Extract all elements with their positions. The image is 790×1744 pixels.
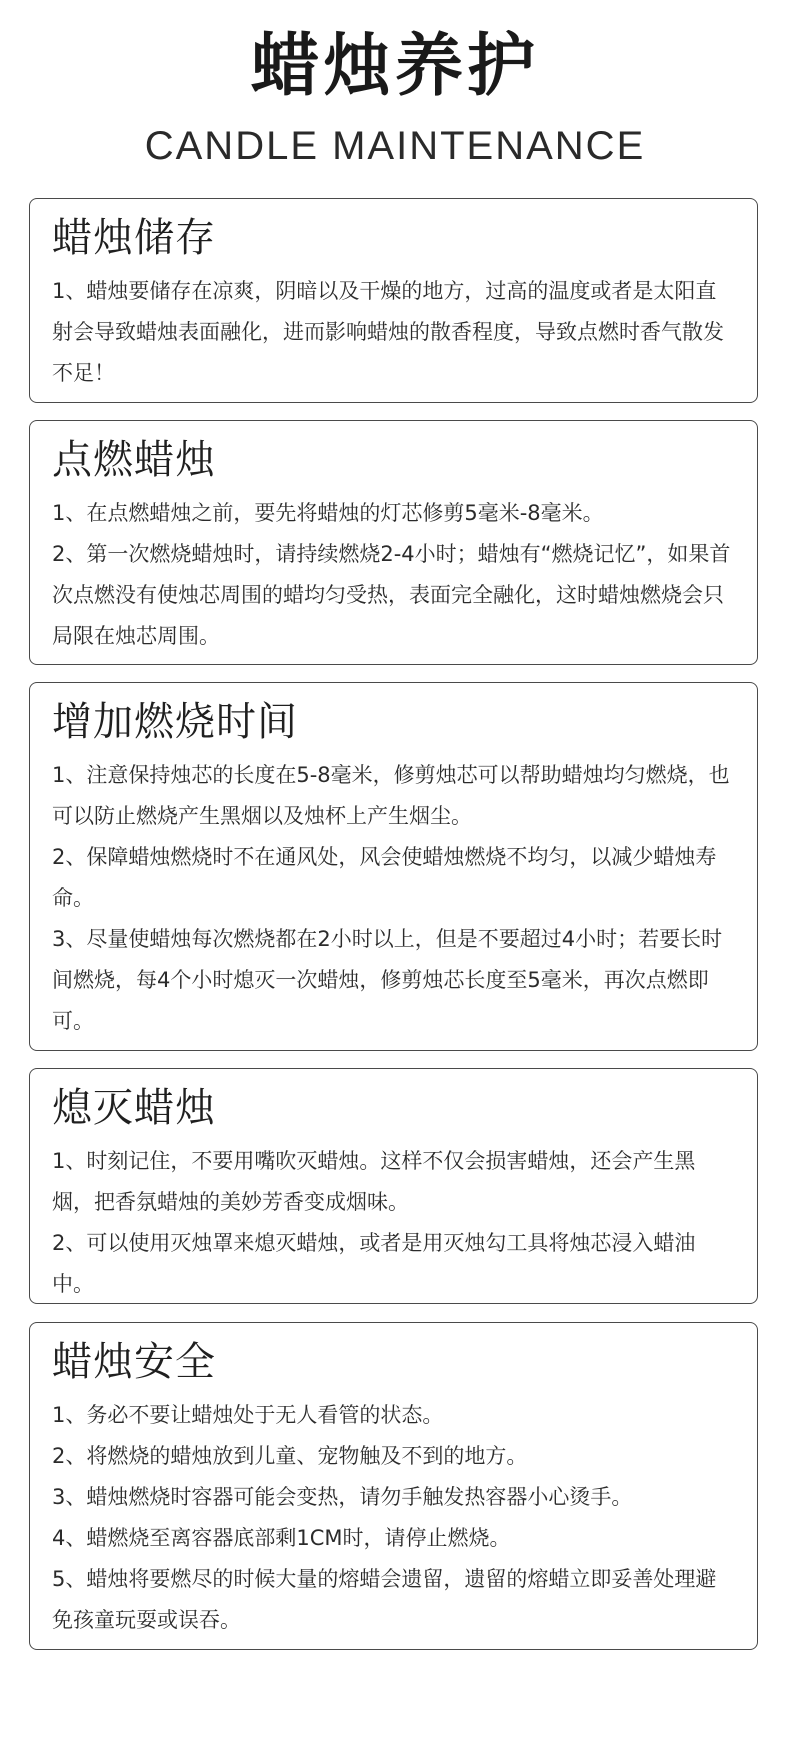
section-paragraph: 1、注意保持烛芯的长度在5-8毫米，修剪烛芯可以帮助蜡烛均匀燃烧，也可以防止燃烧产生黑烟以及烛杯上产生烟尘。: [52, 763, 730, 828]
section-paragraph: 2、第一次燃烧蜡烛时，请持续燃烧2-4小时；蜡烛有“燃烧记忆”，如果首次点燃没有使烛芯周围的蜡均匀受热，表面完全融化，这时蜡烛燃烧会只局限在烛芯周围。: [52, 542, 731, 648]
section-paragraph: 1、蜡烛要储存在凉爽，阴暗以及干燥的地方，过高的温度或者是太阳直射会导致蜡烛表面融化，进而影响蜡烛的散香程度，导致点燃时香气散发不足！: [52, 279, 724, 385]
section-paragraph: 3、尽量使蜡烛每次燃烧都在2小时以上，但是不要超过4小时；若要长时间燃烧，每4个小时熄灭一次蜡烛，修剪烛芯长度至5毫米，再次点燃即可。: [52, 927, 723, 1033]
section-title: 蜡烛储存: [52, 215, 216, 261]
section-candle-storage: [29, 198, 758, 403]
section-paragraph: 4、蜡燃烧至离容器底部剩1CM时，请停止燃烧。: [52, 1526, 511, 1550]
section-paragraph: 3、蜡烛燃烧时容器可能会变热，请勿手触发热容器小心烫手。: [52, 1485, 633, 1509]
section-paragraph: 1、在点燃蜡烛之前，要先将蜡烛的灯芯修剪5毫米-8毫米。: [52, 501, 604, 525]
section-title: 熄灭蜡烛: [52, 1085, 216, 1131]
section-title: 点燃蜡烛: [52, 437, 216, 483]
section-paragraph: 1、务必不要让蜡烛处于无人看管的状态。: [52, 1403, 444, 1427]
section-paragraph: 2、将燃烧的蜡烛放到儿童、宠物触及不到的地方。: [52, 1444, 528, 1468]
section-lighting-candle: [29, 420, 758, 665]
section-extinguish-candle: [29, 1068, 758, 1304]
section-candle-safety: [29, 1322, 758, 1650]
section-title: 蜡烛安全: [52, 1339, 216, 1385]
section-paragraph: 2、保障蜡烛燃烧时不在通风处，风会使蜡烛燃烧不均匀，以减少蜡烛寿命。: [52, 845, 717, 910]
page-subtitle: CANDLE MAINTENANCE: [144, 124, 646, 168]
section-paragraph: 5、蜡烛将要燃尽的时候大量的熔蜡会遗留，遗留的熔蜡立即妥善处理避免孩童玩耍或误吞。: [52, 1567, 717, 1632]
section-increase-burn-time: [29, 682, 758, 1051]
section-title: 增加燃烧时间: [52, 699, 298, 745]
section-paragraph: 2、可以使用灭烛罩来熄灭蜡烛，或者是用灭烛勾工具将烛芯浸入蜡油中。: [52, 1231, 696, 1296]
section-paragraph: 1、时刻记住，不要用嘴吹灭蜡烛。这样不仅会损害蜡烛，还会产生黑烟，把香氛蜡烛的美妙芳香变成烟味。: [52, 1149, 696, 1214]
page-title: 蜡烛养护: [250, 27, 539, 106]
